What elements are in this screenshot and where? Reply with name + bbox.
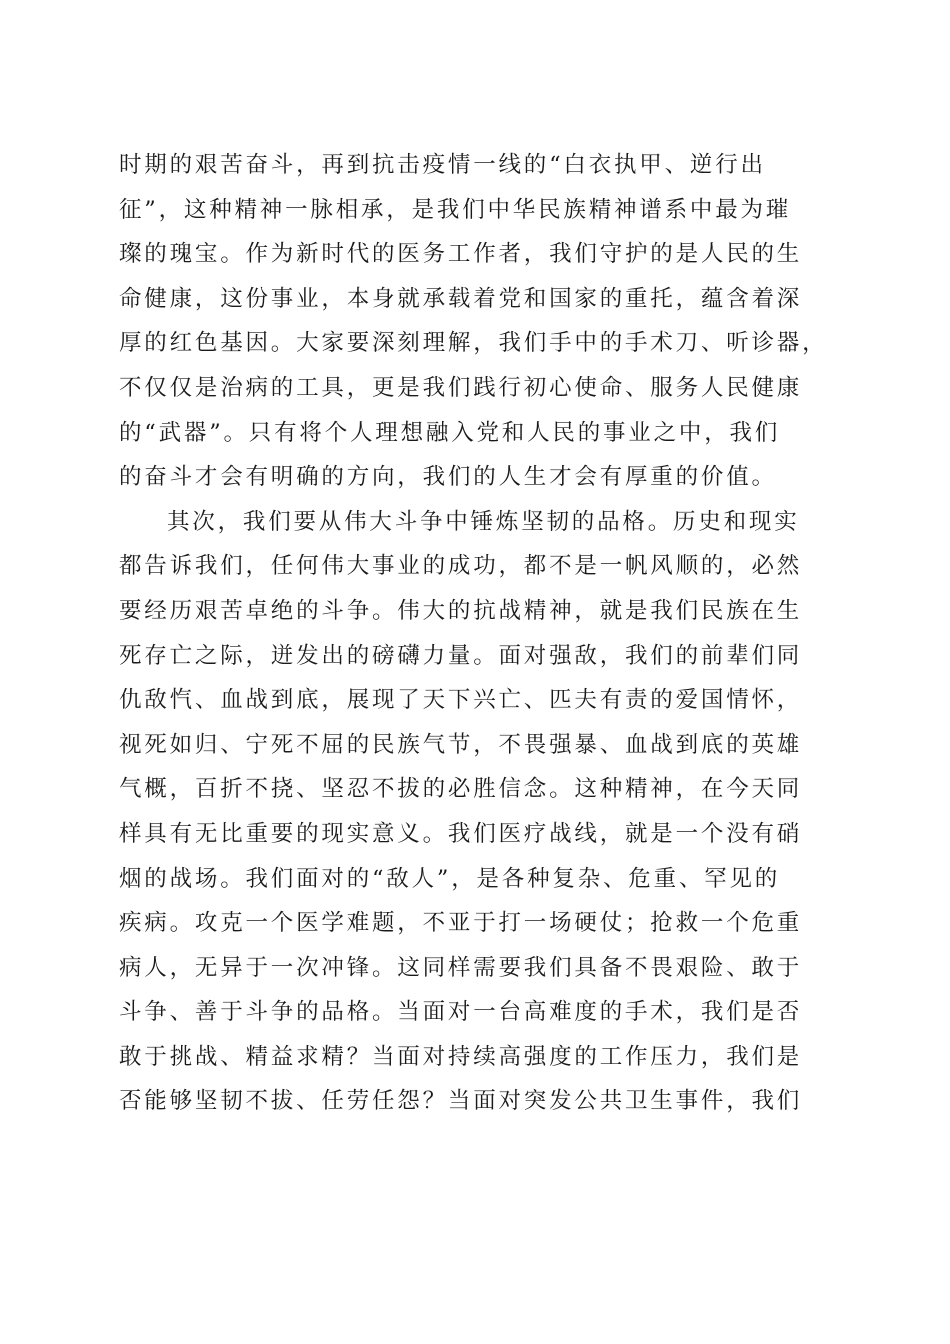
text-line: 病人，无异于一次冲锋。这同样需要我们具备不畏艰险、敢于 xyxy=(119,954,803,981)
text-line-first-indented: 其次，我们要从伟大斗争中锤炼坚韧的品格。历史和现实 xyxy=(167,508,800,535)
text-line: 厚的红色基因。大家要深刻理解，我们手中的手术刀、听诊器， xyxy=(119,330,828,357)
text-line: 敢于挑战、精益求精？当面对持续高强度的工作压力，我们是 xyxy=(119,1043,803,1070)
document-body xyxy=(119,143,839,1124)
text-line: 样具有无比重要的现实意义。我们医疗战线，就是一个没有硝 xyxy=(119,820,803,847)
paragraph-1 xyxy=(119,143,839,500)
text-line: 的“武器”。只有将个人理想融入党和人民的事业之中，我们 xyxy=(119,419,781,446)
text-line: 要经历艰苦卓绝的斗争。伟大的抗战精神，就是我们民族在生 xyxy=(119,597,803,624)
text-line: 斗争、善于斗争的品格。当面对一台高难度的手术，我们是否 xyxy=(119,999,803,1026)
text-line: 时期的艰苦奋斗，再到抗击疫情一线的“白衣执甲、逆行出 xyxy=(119,152,766,178)
text-line: 否能够坚韧不拔、任劳任怨？当面对突发公共卫生事件，我们 xyxy=(119,1088,803,1115)
text-line: 命健康，这份事业，本身就承载着党和国家的重托，蕴含着深 xyxy=(119,285,803,312)
text-line: 死存亡之际，迸发出的磅礴力量。面对强敌，我们的前辈们同 xyxy=(119,642,803,669)
text-line: 仇敌忾、血战到底，展现了天下兴亡、匹夫有责的爱国情怀， xyxy=(119,687,803,714)
text-line: 视死如归、宁死不屈的民族气节，不畏强暴、血战到底的英雄 xyxy=(119,731,803,758)
text-line: 征”，这种精神一脉相承，是我们中华民族精神谱系中最为璀 xyxy=(119,196,792,223)
text-line: 烟的战场。我们面对的“敌人”，是各种复杂、危重、罕见的 xyxy=(119,865,781,892)
paragraph-2 xyxy=(119,500,839,1124)
text-line: 疾病。攻克一个医学难题，不亚于打一场硬仗；抢救一个危重 xyxy=(119,910,803,937)
text-line: 都告诉我们，任何伟大事业的成功，都不是一帆风顺的，必然 xyxy=(119,553,803,580)
text-line: 气概，百折不挠、坚忍不拔的必胜信念。这种精神，在今天同 xyxy=(119,776,803,803)
text-line: 的奋斗才会有明确的方向，我们的人生才会有厚重的价值。 xyxy=(119,464,777,491)
text-line: 璨的瑰宝。作为新时代的医务工作者，我们守护的是人民的生 xyxy=(119,241,803,268)
text-line: 不仅仅是治病的工具，更是我们践行初心使命、服务人民健康 xyxy=(119,374,803,401)
